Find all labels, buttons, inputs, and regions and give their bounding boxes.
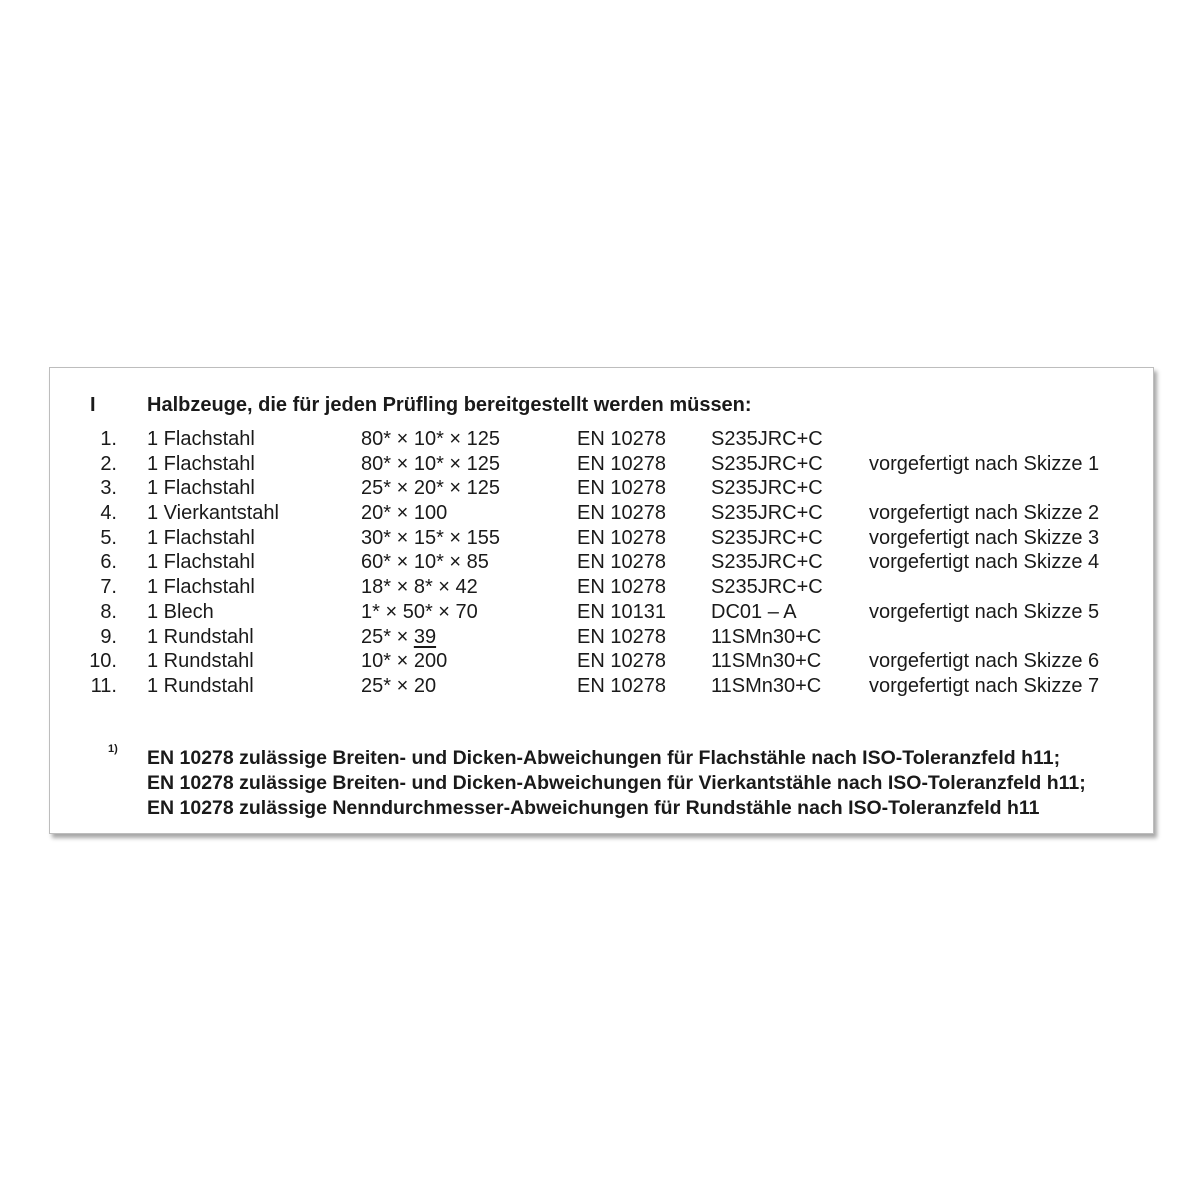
table-row: [50, 453, 1153, 478]
table-row: [50, 527, 1153, 552]
row-note: vorgefertigt nach Skizze 5: [869, 600, 1100, 623]
row-material: S235JRC+C: [711, 576, 823, 599]
row-dimensions: 25* × 20: [361, 674, 437, 697]
row-dimensions: 20* × 100: [361, 502, 448, 525]
row-item: 1 Flachstahl: [147, 452, 255, 475]
table-row: [50, 675, 1153, 700]
row-norm: EN 10278: [577, 674, 666, 697]
row-number: 1.: [100, 428, 117, 450]
row-note: vorgefertigt nach Skizze 3: [869, 526, 1100, 549]
row-number: 11.: [90, 674, 117, 697]
row-item: 1 Flachstahl: [147, 576, 255, 599]
row-item: 1 Rundstahl: [147, 625, 254, 648]
row-dimensions-underlined: 39: [413, 625, 437, 648]
row-norm: EN 10278: [577, 502, 666, 525]
row-material: DC01 – A: [711, 600, 797, 623]
row-item: 1 Rundstahl: [147, 650, 254, 673]
row-number: 3.: [100, 477, 117, 500]
footnote-marker: 1): [108, 743, 118, 755]
row-dimensions: 60* × 10* × 85: [361, 551, 489, 574]
row-material: 11SMn30+C: [711, 674, 822, 697]
row-number: 9.: [100, 625, 117, 648]
footnote-line: EN 10278 zulässige Nenndurchmesser-Abweichungen für Rundstähle nach ISO-Toleranzfeld h11: [147, 797, 1040, 819]
row-dimensions: 10* × 200: [361, 650, 448, 673]
row-item: 1 Flachstahl: [147, 477, 255, 500]
table-row: [50, 551, 1153, 576]
material-list-card: [49, 367, 1154, 834]
row-item: 1 Flachstahl: [147, 551, 255, 574]
row-material: S235JRC+C: [711, 477, 823, 500]
row-norm: EN 10278: [577, 576, 666, 599]
row-material: S235JRC+C: [711, 452, 823, 475]
row-norm: EN 10278: [577, 551, 666, 574]
row-dimensions: 25* × 20* × 125: [361, 477, 501, 500]
row-norm: EN 10278: [577, 452, 666, 475]
footnote-line: EN 10278 zulässige Breiten- und Dicken-Abweichungen für Vierkantstähle nach ISO-Toleranzfeld h11;: [147, 772, 1086, 794]
row-norm: EN 10278: [577, 650, 666, 673]
row-dimensions: 18* × 8* × 42: [361, 576, 478, 599]
table-row: [50, 477, 1153, 502]
row-dimensions-main: 25* ×: [361, 625, 414, 648]
row-dimensions: 80* × 10* × 125: [361, 428, 501, 450]
row-norm: EN 10131: [577, 600, 666, 623]
table-row: [50, 576, 1153, 601]
row-item: 1 Blech: [147, 600, 214, 623]
row-number: 10.: [89, 650, 117, 673]
table-row: [50, 626, 1153, 651]
row-note: vorgefertigt nach Skizze 6: [869, 650, 1100, 673]
row-number: 4.: [100, 502, 117, 525]
table-row: [50, 650, 1153, 675]
row-item: 1 Flachstahl: [147, 428, 255, 450]
row-norm: EN 10278: [577, 477, 666, 500]
footnote-line: EN 10278 zulässige Breiten- und Dicken-Abweichungen für Flachstähle nach ISO-Toleranzfeld h11;: [147, 747, 1061, 769]
row-norm: EN 10278: [577, 526, 666, 549]
row-note: vorgefertigt nach Skizze 2: [869, 502, 1100, 525]
row-dimensions: 30* × 15* × 155: [361, 526, 501, 549]
row-note: vorgefertigt nach Skizze 4: [869, 551, 1100, 574]
row-material: S235JRC+C: [711, 428, 823, 450]
row-material: S235JRC+C: [711, 526, 823, 549]
section-number: I: [90, 394, 96, 416]
row-material: S235JRC+C: [711, 551, 823, 574]
table-row: [50, 601, 1153, 626]
row-note: vorgefertigt nach Skizze 1: [869, 452, 1100, 475]
row-norm: EN 10278: [577, 625, 666, 648]
footnote: [147, 746, 1086, 821]
row-material: 11SMn30+C: [711, 625, 822, 648]
row-item: 1 Vierkantstahl: [147, 502, 279, 525]
material-table: [50, 428, 1153, 700]
row-material: S235JRC+C: [711, 502, 823, 525]
row-material: 11SMn30+C: [711, 650, 822, 673]
section-heading: Halbzeuge, die für jeden Prüfling bereitgestellt werden müssen:: [147, 394, 752, 416]
table-row: [50, 502, 1153, 527]
row-dimensions: 80* × 10* × 125: [361, 452, 501, 475]
row-number: 7.: [100, 576, 117, 599]
table-row: [50, 428, 1153, 453]
row-number: 2.: [100, 452, 117, 475]
row-number: 5.: [100, 526, 117, 549]
row-number: 8.: [100, 600, 117, 623]
row-number: 6.: [100, 551, 117, 574]
row-norm: EN 10278: [577, 428, 666, 450]
row-item: 1 Flachstahl: [147, 526, 255, 549]
row-note: vorgefertigt nach Skizze 7: [869, 674, 1100, 697]
row-item: 1 Rundstahl: [147, 674, 254, 697]
row-dimensions: 1* × 50* × 70: [361, 600, 478, 623]
row-dimensions: [361, 626, 436, 649]
